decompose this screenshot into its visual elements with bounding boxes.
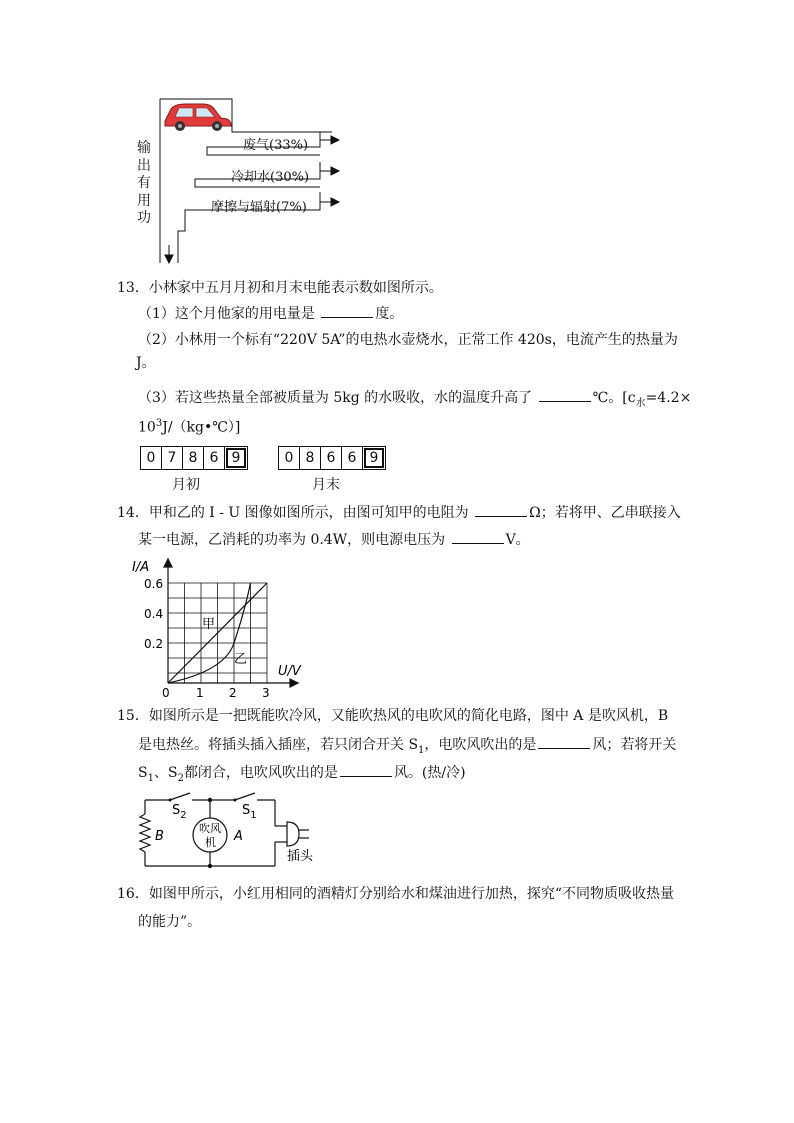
car-icon bbox=[165, 104, 231, 131]
q14-blank-1[interactable] bbox=[475, 502, 527, 517]
x-tick: 0 bbox=[162, 686, 170, 700]
meter-digit: 7 bbox=[162, 447, 183, 469]
output-useful-work-label: 输 出 有 用 功 bbox=[137, 140, 151, 226]
meter-digit: 0 bbox=[279, 447, 300, 469]
q14-line2: 某一电源，乙消耗的功率为 0.4W，则电源电压为 V。 bbox=[138, 529, 530, 550]
y-tick: 0.4 bbox=[144, 607, 164, 621]
meter-digit: 8 bbox=[183, 447, 204, 469]
switch-s1-label: $S_1$ bbox=[242, 803, 257, 821]
meter-end bbox=[278, 446, 386, 470]
q13-blank-1[interactable] bbox=[321, 303, 373, 318]
meter-digit: 6 bbox=[204, 447, 225, 469]
q13-part2-line1: （2）小林用一个标有“220V 5A”的电热水壶烧水，正常工作 420s，电流产生的热量为 bbox=[138, 332, 678, 348]
q13-stem: 13．小林家中五月月初和月末电能表示数如图所示。 bbox=[117, 280, 443, 296]
q15-line2: 是电热丝。将插头插入插座，若只闭合开关 $S_1$，电吹风吹出的是 风；若将开关 bbox=[138, 734, 676, 761]
q15-line3: $S_1$、$S_2$都闭合，电吹风吹出的是 风。(热/冷) bbox=[138, 762, 466, 789]
meter-start bbox=[140, 446, 248, 470]
q15-blank-1[interactable] bbox=[538, 734, 590, 749]
x-tick: 2 bbox=[229, 686, 237, 700]
y-tick: 0.2 bbox=[144, 637, 164, 651]
hairdryer-circuit bbox=[135, 790, 335, 870]
exhaust-label: 废气(33%) bbox=[243, 138, 309, 153]
q14-blank-2[interactable] bbox=[452, 529, 504, 544]
q13-part2-line2: J。 bbox=[136, 355, 156, 371]
y-tick: 0.6 bbox=[144, 577, 164, 591]
meter-digit: 6 bbox=[321, 447, 342, 469]
curve-label-yi: 乙 bbox=[234, 652, 248, 667]
switch-s2-label: $S_2$ bbox=[172, 803, 187, 821]
y-axis-label: I/A bbox=[132, 560, 150, 575]
friction-label: 摩擦与辐射(7%) bbox=[211, 200, 307, 215]
meter-decimal-digit: 9 bbox=[363, 447, 385, 469]
meter-end-label: 月末 bbox=[312, 477, 340, 493]
q15-line1: 15．如图所示是一把既能吹冷风，又能吹热风的电吹风的简化电路，图中 A 是吹风机，B bbox=[117, 708, 669, 724]
x-axis-label: U/V bbox=[278, 664, 301, 679]
meter-start-label: 月初 bbox=[172, 477, 200, 493]
q15-blank-2[interactable] bbox=[340, 762, 392, 777]
meter-digit: 6 bbox=[342, 447, 363, 469]
q13-part1: （1）这个月他家的用电量是 度。 bbox=[138, 303, 403, 324]
iu-graph bbox=[130, 555, 305, 700]
resistor-b-label: B bbox=[155, 829, 164, 844]
meter-decimal-digit: 9 bbox=[225, 447, 247, 469]
q16-line2: 的能力”。 bbox=[138, 914, 202, 930]
plug-label: 插头 bbox=[287, 849, 314, 864]
x-tick: 3 bbox=[262, 686, 270, 700]
curve-label-jia: 甲 bbox=[202, 617, 216, 632]
motor-text: 机 bbox=[205, 836, 216, 849]
x-tick: 1 bbox=[196, 686, 204, 700]
meter-digit: 8 bbox=[300, 447, 321, 469]
q13-part3-line2: $10^3J/(kg•℃)$] bbox=[138, 418, 241, 436]
q13-part3-line1: （3）若这些热量全部被质量为 5kg 的水吸收，水的温度升高了 ℃。[$c_水=4.2\times$ bbox=[138, 387, 691, 414]
q14-line1: 14．甲和乙的 I - U 图像如图所示，由图可知甲的电阻为 Ω；若将甲、乙串联接入 bbox=[117, 502, 681, 523]
motor-a-label: A bbox=[234, 829, 243, 844]
motor-text: 吹风 bbox=[199, 822, 221, 835]
q16-line1: 16．如图甲所示，小红用相同的酒精灯分别给水和煤油进行加热，探究“不同物质吸收热量 bbox=[117, 886, 674, 902]
cooling-water-label: 冷却水(30%) bbox=[231, 170, 310, 185]
q13-blank-3[interactable] bbox=[539, 387, 591, 402]
meter-digit: 0 bbox=[141, 447, 162, 469]
